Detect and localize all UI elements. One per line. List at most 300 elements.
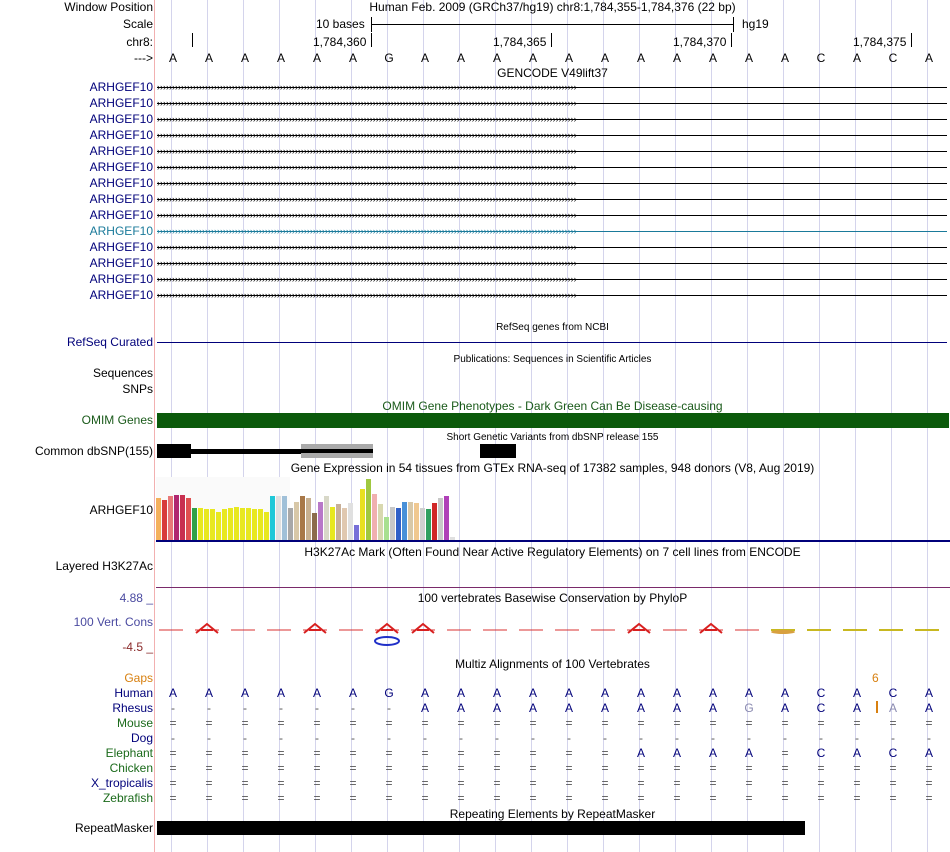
- scale-bar-left-tick: [371, 17, 372, 32]
- alignment-base: =: [601, 791, 609, 805]
- alignment-base: =: [565, 791, 573, 805]
- gtex-tissue-bar[interactable]: [210, 509, 215, 540]
- alignment-base: =: [313, 761, 321, 775]
- alignment-base: -: [243, 731, 247, 745]
- alignment-base: =: [277, 716, 285, 730]
- alignment-base: =: [853, 716, 861, 730]
- alignment-base: -: [315, 731, 319, 745]
- reference-base: A: [852, 51, 861, 65]
- gene-label[interactable]: ARHGEF10: [89, 208, 153, 222]
- alignment-base: A: [636, 746, 645, 760]
- alignment-base: =: [709, 716, 717, 730]
- alignment-base: =: [421, 791, 429, 805]
- gene-label[interactable]: ARHGEF10: [89, 240, 153, 254]
- gtex-tissue-bar[interactable]: [174, 495, 179, 540]
- alignment-base: =: [565, 746, 573, 760]
- dbsnp-variant[interactable]: [301, 449, 373, 453]
- reference-base: A: [348, 51, 357, 65]
- gencode-track-title[interactable]: GENCODE V49lift37: [497, 66, 608, 80]
- alignment-base: =: [277, 746, 285, 760]
- alignment-base: =: [313, 746, 321, 760]
- alignment-base: -: [351, 701, 355, 715]
- coord-label: 1,784,370: [673, 35, 727, 49]
- scale-assembly: hg19: [742, 17, 769, 31]
- alignment-base: =: [169, 716, 177, 730]
- species-label[interactable]: X_tropicalis: [90, 776, 153, 790]
- strand-arrows: ››››››››››››››››››››››››››››››››››››››››››››››››››››››››››››››››››››››››››››››››››››››››››››››››››››››››››››››››››››››››››››››››››››››››››››: [157, 83, 577, 92]
- gtex-tissue-bar[interactable]: [228, 508, 233, 540]
- window-position-value: Human Feb. 2009 (GRCh37/hg19) chr8:1,784,355-1,784,376 (22 bp): [369, 0, 736, 14]
- gtex-tissue-bar[interactable]: [390, 507, 395, 540]
- gtex-tissue-bar[interactable]: [282, 496, 287, 540]
- alignment-base: =: [493, 791, 501, 805]
- publications-snps-label[interactable]: SNPs: [122, 382, 153, 396]
- alignment-base: -: [567, 731, 571, 745]
- alignment-base: =: [745, 776, 753, 790]
- repeatmasker-label[interactable]: RepeatMasker: [74, 821, 153, 835]
- gtex-tissue-bar[interactable]: [324, 496, 329, 540]
- gene-label[interactable]: ARHGEF10: [89, 288, 153, 302]
- alignment-base: -: [279, 701, 283, 715]
- alignment-base: =: [529, 761, 537, 775]
- alignment-base: A: [672, 686, 681, 700]
- alignment-base: =: [673, 716, 681, 730]
- alignment-base: A: [420, 686, 429, 700]
- gtex-tissue-bar[interactable]: [264, 512, 269, 540]
- species-label[interactable]: Rhesus: [112, 701, 153, 715]
- gene-label[interactable]: ARHGEF10: [89, 160, 153, 174]
- gaps-value: 6: [872, 671, 879, 685]
- alignment-base: =: [853, 791, 861, 805]
- alignment-base: =: [601, 761, 609, 775]
- alignment-base: =: [673, 776, 681, 790]
- species-label[interactable]: Chicken: [109, 761, 153, 775]
- gtex-tissue-bar[interactable]: [408, 502, 413, 540]
- alignment-base: A: [780, 686, 789, 700]
- alignment-base: =: [421, 716, 429, 730]
- alignment-base: =: [385, 791, 393, 805]
- gtex-tissue-bar[interactable]: [270, 496, 275, 540]
- alignment-base: =: [925, 776, 933, 790]
- refseq-track-title[interactable]: RefSeq genes from NCBI: [496, 322, 609, 333]
- alignment-base: =: [385, 776, 393, 790]
- alignment-base: =: [241, 716, 249, 730]
- gtex-tissue-bar[interactable]: [348, 503, 353, 540]
- alignment-base: =: [565, 776, 573, 790]
- alignment-base: A: [924, 746, 933, 760]
- alignment-base: -: [855, 731, 859, 745]
- gene-label[interactable]: ARHGEF10: [89, 80, 153, 94]
- alignment-base: =: [313, 716, 321, 730]
- alignment-base: =: [493, 776, 501, 790]
- gtex-tissue-bar[interactable]: [354, 525, 359, 540]
- alignment-base: =: [241, 791, 249, 805]
- alignment-base: =: [205, 746, 213, 760]
- alignment-base: A: [420, 701, 429, 715]
- conservation-track-title[interactable]: 100 vertebrates Basewise Conservation by PhyloP: [417, 591, 688, 605]
- gtex-tissue-bar[interactable]: [294, 502, 299, 540]
- gtex-tissue-bar[interactable]: [216, 512, 221, 540]
- alignment-base: =: [205, 776, 213, 790]
- alignment-base: =: [457, 791, 465, 805]
- alignment-base: =: [781, 791, 789, 805]
- gene-label[interactable]: ARHGEF10: [89, 96, 153, 110]
- dbsnp-variant[interactable]: [157, 444, 191, 458]
- alignment-base: A: [456, 686, 465, 700]
- alignment-base: -: [171, 701, 175, 715]
- alignment-base: -: [495, 731, 499, 745]
- gtex-tissue-bar[interactable]: [342, 508, 347, 540]
- conservation-max-label: 4.88 _: [119, 591, 153, 605]
- alignment-base: -: [747, 731, 751, 745]
- alignment-base: C: [888, 686, 898, 700]
- alignment-base: =: [817, 716, 825, 730]
- alignment-base: A: [852, 701, 861, 715]
- reference-base: A: [924, 51, 933, 65]
- h3k27ac-label[interactable]: Layered H3K27Ac: [55, 559, 153, 573]
- species-label[interactable]: Dog: [130, 731, 153, 745]
- strand-arrows: ››››››››››››››››››››››››››››››››››››››››››››››››››››››››››››››››››››››››››››››››››››››››››››››››››››››››››››››››››››››››››››››››››››››››››››: [157, 147, 577, 156]
- ruler-tick: [911, 33, 912, 47]
- gtex-tissue-bar[interactable]: [186, 498, 191, 540]
- alignment-base: A: [456, 701, 465, 715]
- gtex-tissue-bar[interactable]: [426, 509, 431, 540]
- gene-label[interactable]: ARHGEF10: [89, 176, 153, 190]
- multiz-track-title[interactable]: Multiz Alignments of 100 Vertebrates: [455, 657, 650, 671]
- gene-label[interactable]: ARHGEF10: [89, 224, 153, 238]
- gtex-tissue-bar[interactable]: [414, 503, 419, 540]
- publications-sequences-label[interactable]: Sequences: [92, 366, 153, 380]
- alignment-base: =: [781, 746, 789, 760]
- gtex-track-title[interactable]: Gene Expression in 54 tissues from GTEx RNA-seq of 17382 samples, 948 donors (V8, Aug 2019): [290, 461, 815, 475]
- strand-arrows: ››››››››››››››››››››››››››››››››››››››››››››››››››››››››››››››››››››››››››››››››››››››››››››››››››››››››››››››››››››››››››››››››››››››››››››: [157, 179, 577, 188]
- repeatmasker-track-title[interactable]: Repeating Elements by RepeatMasker: [449, 807, 656, 821]
- alignment-base: -: [531, 731, 535, 745]
- alignment-base: A: [924, 701, 933, 715]
- gtex-tissue-bar[interactable]: [312, 513, 317, 540]
- ruler-tick: [192, 33, 193, 47]
- species-label[interactable]: Human: [114, 686, 153, 700]
- gene-label[interactable]: ARHGEF10: [89, 144, 153, 158]
- alignment-base: =: [565, 761, 573, 775]
- alignment-base: A: [564, 701, 573, 715]
- alignment-base: A: [672, 746, 681, 760]
- alignment-base: -: [675, 731, 679, 745]
- ruler-tick: [371, 33, 372, 47]
- gaps-label: Gaps: [124, 671, 153, 685]
- gene-label[interactable]: ARHGEF10: [89, 128, 153, 142]
- alignment-base: C: [888, 746, 898, 760]
- refseq-feature-line[interactable]: [157, 342, 947, 343]
- gtex-tissue-bar[interactable]: [258, 509, 263, 540]
- alignment-base: =: [781, 776, 789, 790]
- gtex-tissue-bar[interactable]: [378, 504, 383, 540]
- alignment-base: =: [853, 761, 861, 775]
- alignment-base: A: [600, 701, 609, 715]
- alignment-base: =: [349, 746, 357, 760]
- alignment-base: =: [709, 761, 717, 775]
- alignment-base: =: [601, 716, 609, 730]
- gtex-tissue-bar[interactable]: [204, 509, 209, 540]
- conservation-label[interactable]: 100 Vert. Cons: [73, 615, 153, 629]
- alignment-base: A: [852, 686, 861, 700]
- dbsnp-track-title[interactable]: Short Genetic Variants from dbSNP release 155: [446, 432, 659, 443]
- gtex-tissue-bar[interactable]: [366, 479, 371, 540]
- alignment-base: =: [637, 716, 645, 730]
- reference-base: A: [456, 51, 465, 65]
- alignment-base: -: [639, 731, 643, 745]
- gtex-tissue-bar[interactable]: [384, 517, 389, 540]
- gtex-tissue-bar[interactable]: [330, 507, 335, 540]
- alignment-base: A: [240, 686, 249, 700]
- coord-label: 1,784,365: [493, 35, 547, 49]
- gtex-tissue-bar[interactable]: [300, 496, 305, 540]
- repeatmasker-feature[interactable]: [157, 821, 805, 835]
- dbsnp-variant[interactable]: [480, 444, 516, 458]
- alignment-base: A: [708, 686, 717, 700]
- alignment-base: =: [493, 761, 501, 775]
- alignment-base: A: [276, 686, 285, 700]
- alignment-base: =: [817, 776, 825, 790]
- alignment-base: A: [636, 686, 645, 700]
- gene-label[interactable]: ARHGEF10: [89, 192, 153, 206]
- alignment-base: A: [492, 686, 501, 700]
- strand-arrows: ››››››››››››››››››››››››››››››››››››››››››››››››››››››››››››››››››››››››››››››››››››››››››››››››››››››››››››››››››››››››››››››››››››››››››››: [157, 243, 577, 252]
- alignment-base: -: [351, 731, 355, 745]
- gtex-tissue-bar[interactable]: [162, 500, 167, 540]
- alignment-base: A: [348, 686, 357, 700]
- reference-base: A: [312, 51, 321, 65]
- gtex-tissue-bar[interactable]: [420, 508, 425, 540]
- alignment-base: =: [349, 776, 357, 790]
- gtex-tissue-bar[interactable]: [402, 502, 407, 540]
- alignment-base: A: [672, 701, 681, 715]
- alignment-base: =: [457, 761, 465, 775]
- strand-arrows: ››››››››››››››››››››››››››››››››››››››››››››››››››››››››››››››››››››››››››››››››››››››››››››››››››››››››››››››››››››››››››››››››››››››››››››: [157, 291, 577, 300]
- gtex-tissue-bar[interactable]: [372, 494, 377, 540]
- alignment-base: =: [493, 746, 501, 760]
- scale-bar: [372, 24, 734, 25]
- alignment-base: -: [171, 731, 175, 745]
- alignment-base: -: [243, 701, 247, 715]
- reference-base: A: [204, 51, 213, 65]
- alignment-base: =: [925, 761, 933, 775]
- strand-arrows: ››››››››››››››››››››››››››››››››››››››››››››››››››››››››››››››››››››››››››››››››››››››››››››››››››››››››››››››››››››››››››››››››››››››››››››: [157, 115, 577, 124]
- alignment-base: =: [241, 776, 249, 790]
- alignment-base: =: [817, 791, 825, 805]
- alignment-base: =: [781, 716, 789, 730]
- gtex-tissue-bar[interactable]: [396, 508, 401, 540]
- reference-base: A: [636, 51, 645, 65]
- alignment-base: G: [384, 686, 394, 700]
- reference-base: C: [816, 51, 826, 65]
- gtex-tissue-bar[interactable]: [192, 508, 197, 540]
- alignment-base: A: [492, 701, 501, 715]
- alignment-base: =: [745, 791, 753, 805]
- dbsnp-variant[interactable]: [191, 449, 301, 454]
- reference-base: A: [528, 51, 537, 65]
- species-label[interactable]: Elephant: [105, 746, 153, 760]
- alignment-base: A: [780, 701, 789, 715]
- strand-arrows: ››››››››››››››››››››››››››››››››››››››››››››››››››››››››››››››››››››››››››››››››››››››››››››››››››››››››››››››››››››››››››››››››››››››››››››: [157, 131, 577, 140]
- gtex-tissue-bar[interactable]: [198, 508, 203, 540]
- alignment-base: =: [601, 776, 609, 790]
- alignment-base: -: [315, 701, 319, 715]
- omim-track-title[interactable]: OMIM Gene Phenotypes - Dark Green Can Be Disease-causing: [382, 399, 723, 413]
- alignment-base: A: [924, 686, 933, 700]
- alignment-base: -: [387, 731, 391, 745]
- alignment-base: -: [387, 701, 391, 715]
- gene-label[interactable]: ARHGEF10: [89, 256, 153, 270]
- gtex-tissue-bar[interactable]: [276, 496, 281, 540]
- gene-label[interactable]: ARHGEF10: [89, 272, 153, 286]
- alignment-base: A: [888, 701, 897, 715]
- alignment-base: =: [889, 776, 897, 790]
- alignment-base: =: [709, 791, 717, 805]
- alignment-base: =: [745, 716, 753, 730]
- scale-bases: 10 bases: [316, 17, 365, 31]
- alignment-base: -: [891, 731, 895, 745]
- gtex-tissue-bar[interactable]: [234, 507, 239, 540]
- alignment-base: G: [744, 701, 754, 715]
- alignment-base: =: [493, 716, 501, 730]
- alignment-base: A: [312, 686, 321, 700]
- alignment-base: =: [277, 761, 285, 775]
- alignment-base: =: [421, 776, 429, 790]
- alignment-base: =: [349, 716, 357, 730]
- refseq-label[interactable]: RefSeq Curated: [66, 335, 153, 349]
- gtex-tissue-bar[interactable]: [438, 498, 443, 540]
- alignment-base: =: [529, 791, 537, 805]
- alignment-base: A: [168, 686, 177, 700]
- species-label[interactable]: Zebrafish: [102, 791, 153, 805]
- alignment-base: =: [277, 791, 285, 805]
- omim-feature[interactable]: [157, 413, 949, 428]
- alignment-base: A: [636, 701, 645, 715]
- alignment-base: A: [708, 746, 717, 760]
- alignment-base: =: [205, 716, 213, 730]
- gene-label[interactable]: ARHGEF10: [89, 112, 153, 126]
- gtex-baseline: [156, 540, 950, 542]
- reference-base: A: [600, 51, 609, 65]
- alignment-base: =: [889, 761, 897, 775]
- alignment-base: =: [169, 791, 177, 805]
- alignment-base: -: [207, 731, 211, 745]
- strand-arrows: ››››››››››››››››››››››››››››››››››››››››››››››››››››››››››››››››››››››››››››››››››››››››››››››››››››››››››››››››››››››››››››››››››››››››››››: [157, 99, 577, 108]
- h3k27ac-track-title[interactable]: H3K27Ac Mark (Often Found Near Active Regulatory Elements) on 7 cell lines from ENCODE: [304, 545, 801, 559]
- alignment-base: =: [889, 716, 897, 730]
- alignment-base: -: [423, 731, 427, 745]
- alignment-base: C: [816, 686, 826, 700]
- alignment-base: C: [816, 746, 826, 760]
- alignment-base: C: [816, 701, 826, 715]
- reference-base: A: [168, 51, 177, 65]
- alignment-base: =: [385, 761, 393, 775]
- species-label[interactable]: Mouse: [116, 716, 153, 730]
- alignment-base: =: [853, 776, 861, 790]
- alignment-base: -: [927, 731, 931, 745]
- gtex-tissue-bar[interactable]: [306, 498, 311, 540]
- strand-arrows: ››››››››››››››››››››››››››››››››››››››››››››››››››››››››››››››››››››››››››››››››››››››››››››››››››››››››››››››››››››››››››››››››››››››››››››: [157, 227, 577, 236]
- alignment-base: =: [385, 716, 393, 730]
- strand-arrows: ››››››››››››››››››››››››››››››››››››››››››››››››››››››››››››››››››››››››››››››››››››››››››››››››››››››››››››››››››››››››››››››››››››››››››››: [157, 259, 577, 268]
- gtex-tissue-bar[interactable]: [318, 502, 323, 540]
- alignment-base: =: [169, 746, 177, 760]
- strand-arrows: ››››››››››››››››››››››››››››››››››››››››››››››››››››››››››››››››››››››››››››››››››››››››››››››››››››››››››››››››››››››››››››››››››››››››››››: [157, 211, 577, 220]
- alignment-base: =: [313, 776, 321, 790]
- gtex-tissue-bar[interactable]: [222, 509, 227, 540]
- gtex-tissue-bar[interactable]: [240, 508, 245, 540]
- alignment-base: -: [459, 731, 463, 745]
- alignment-base: =: [241, 761, 249, 775]
- alignment-base: A: [564, 686, 573, 700]
- alignment-base: =: [421, 746, 429, 760]
- alignment-base: =: [169, 761, 177, 775]
- reference-base: A: [744, 51, 753, 65]
- alignment-base: A: [744, 686, 753, 700]
- alignment-base: =: [709, 776, 717, 790]
- dbsnp-label[interactable]: Common dbSNP(155): [34, 444, 153, 458]
- gtex-tissue-bar[interactable]: [432, 503, 437, 540]
- strand-arrows: ››››››››››››››››››››››››››››››››››››››››››››››››››››››››››››››››››››››››››››››››››››››››››››››››››››››››››››››››››››››››››››››››››››››››››››: [157, 275, 577, 284]
- alignment-base: -: [819, 731, 823, 745]
- alignment-base: =: [457, 746, 465, 760]
- alignment-base: =: [205, 791, 213, 805]
- alignment-base: =: [529, 776, 537, 790]
- gtex-tissue-bar[interactable]: [168, 496, 173, 540]
- coord-label: 1,784,375: [853, 35, 907, 49]
- alignment-base: =: [241, 746, 249, 760]
- reference-base: A: [420, 51, 429, 65]
- gtex-tissue-bar[interactable]: [246, 508, 251, 540]
- reference-base: A: [780, 51, 789, 65]
- scale-label: Scale: [122, 17, 153, 31]
- alignment-base: =: [205, 761, 213, 775]
- alignment-base: -: [783, 731, 787, 745]
- alignment-base: A: [744, 746, 753, 760]
- alignment-base: =: [637, 761, 645, 775]
- gtex-label[interactable]: ARHGEF10: [89, 503, 153, 517]
- alignment-base: =: [925, 716, 933, 730]
- publications-track-title[interactable]: Publications: Sequences in Scientific Articles: [453, 354, 652, 365]
- alignment-base: =: [673, 791, 681, 805]
- gtex-tissue-bar[interactable]: [336, 504, 341, 540]
- alignment-base: =: [457, 716, 465, 730]
- alignment-base: -: [711, 731, 715, 745]
- gtex-tissue-bar[interactable]: [180, 495, 185, 540]
- gtex-tissue-bar[interactable]: [252, 509, 257, 540]
- reference-base: A: [240, 51, 249, 65]
- reference-base: A: [276, 51, 285, 65]
- window-position-label: Window Position: [64, 0, 153, 14]
- conservation-min-label: -4.5 _: [122, 640, 153, 654]
- ruler-tick: [731, 33, 732, 47]
- reference-base: C: [888, 51, 898, 65]
- strand-label: --->: [134, 51, 153, 65]
- alignment-base: =: [385, 746, 393, 760]
- gtex-tissue-bar[interactable]: [444, 496, 449, 540]
- alignment-base: A: [708, 701, 717, 715]
- reference-base: A: [672, 51, 681, 65]
- gtex-tissue-bar[interactable]: [156, 498, 161, 540]
- reference-base: A: [492, 51, 501, 65]
- alignment-base: =: [349, 761, 357, 775]
- h3k27ac-baseline: [156, 587, 950, 588]
- gtex-tissue-bar[interactable]: [360, 489, 365, 540]
- alignment-base: =: [313, 791, 321, 805]
- omim-label[interactable]: OMIM Genes: [81, 413, 153, 427]
- gtex-tissue-bar[interactable]: [288, 508, 293, 540]
